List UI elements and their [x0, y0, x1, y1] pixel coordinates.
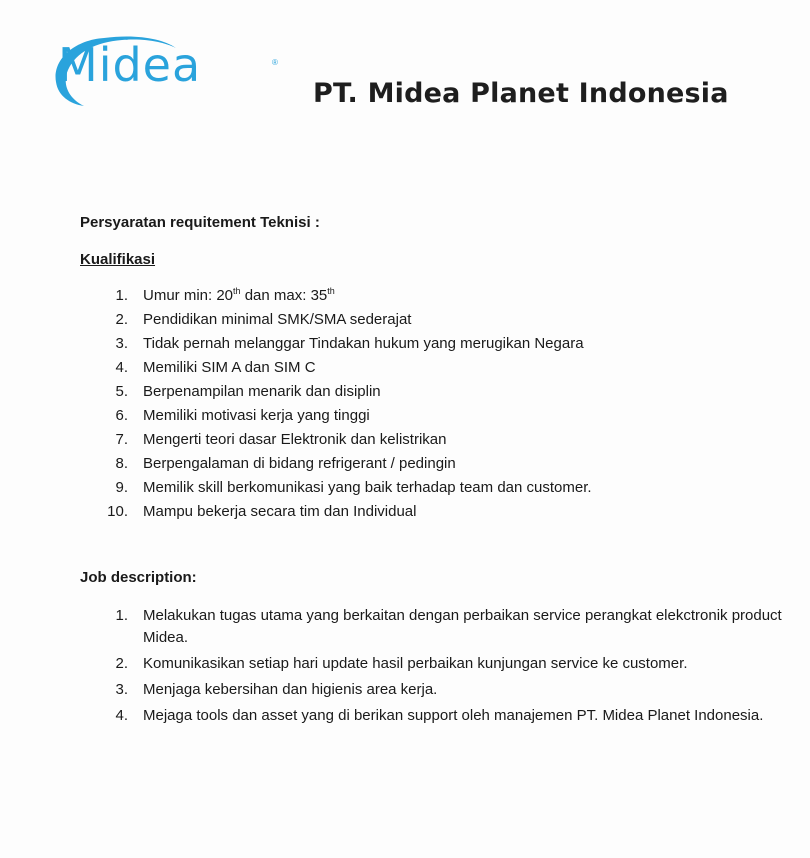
list-number: 10.	[107, 503, 128, 520]
list-text: Komunikasikan setiap hari update hasil perbaikan kunjungan service ke customer.	[143, 655, 688, 672]
list-number: 3.	[115, 681, 128, 698]
qualification-heading: Kualifikasi	[80, 251, 156, 268]
list-item	[98, 653, 798, 675]
list-number: 6.	[115, 407, 128, 424]
job-description-list	[98, 605, 798, 731]
requirements-heading: Persyaratan requitement Teknisi :	[80, 214, 320, 231]
list-item	[98, 429, 798, 453]
list-item	[98, 501, 798, 525]
list-item	[98, 605, 798, 649]
list-text: Memiliki SIM A dan SIM C	[143, 359, 316, 376]
list-number: 1.	[115, 607, 128, 624]
list-item	[98, 285, 798, 309]
list-text: Umur min: 20th dan max: 35th	[143, 286, 335, 304]
list-number: 7.	[115, 431, 128, 448]
list-item	[98, 309, 798, 333]
list-number: 9.	[115, 479, 128, 496]
list-number: 5.	[115, 383, 128, 400]
list-text: Menjaga kebersihan dan higienis area kerja.	[143, 681, 438, 698]
list-item	[98, 679, 798, 701]
list-text: Berpenampilan menarik dan disiplin	[143, 383, 381, 400]
list-number: 8.	[115, 455, 128, 472]
list-item	[98, 381, 798, 405]
list-item	[98, 477, 798, 501]
list-text: Melakukan tugas utama yang berkaitan dengan perbaikan service perangkat elekctronik product Midea.	[143, 607, 782, 646]
job-description-heading: Job description:	[80, 569, 197, 586]
list-text: Memiliki motivasi kerja yang tinggi	[143, 407, 370, 424]
list-number: 2.	[115, 655, 128, 672]
midea-logo-text: Midea	[58, 38, 202, 92]
list-number: 2.	[115, 311, 128, 328]
list-text: Mengerti teori dasar Elektronik dan kelistrikan	[143, 431, 447, 448]
list-item	[98, 357, 798, 381]
list-text: Mejaga tools dan asset yang di berikan support oleh manajemen PT. Midea Planet Indonesia.	[143, 707, 764, 724]
list-item	[98, 405, 798, 429]
company-name: PT. Midea Planet Indonesia	[313, 78, 729, 109]
list-number: 4.	[115, 707, 128, 724]
list-text: Pendidikan minimal SMK/SMA sederajat	[143, 311, 412, 328]
list-number: 3.	[115, 335, 128, 352]
qualification-list	[98, 285, 798, 525]
registered-mark: ®	[272, 58, 278, 67]
list-number: 4.	[115, 359, 128, 376]
list-text: Memilik skill berkomunikasi yang baik terhadap team dan customer.	[143, 479, 592, 496]
list-text: Berpengalaman di bidang refrigerant / pedingin	[143, 455, 456, 472]
list-number: 1.	[115, 287, 128, 304]
list-item	[98, 453, 798, 477]
list-item	[98, 705, 798, 727]
list-text: Mampu bekerja secara tim dan Individual	[143, 503, 417, 520]
list-text: Tidak pernah melanggar Tindakan hukum yang merugikan Negara	[143, 335, 584, 352]
list-item	[98, 333, 798, 357]
